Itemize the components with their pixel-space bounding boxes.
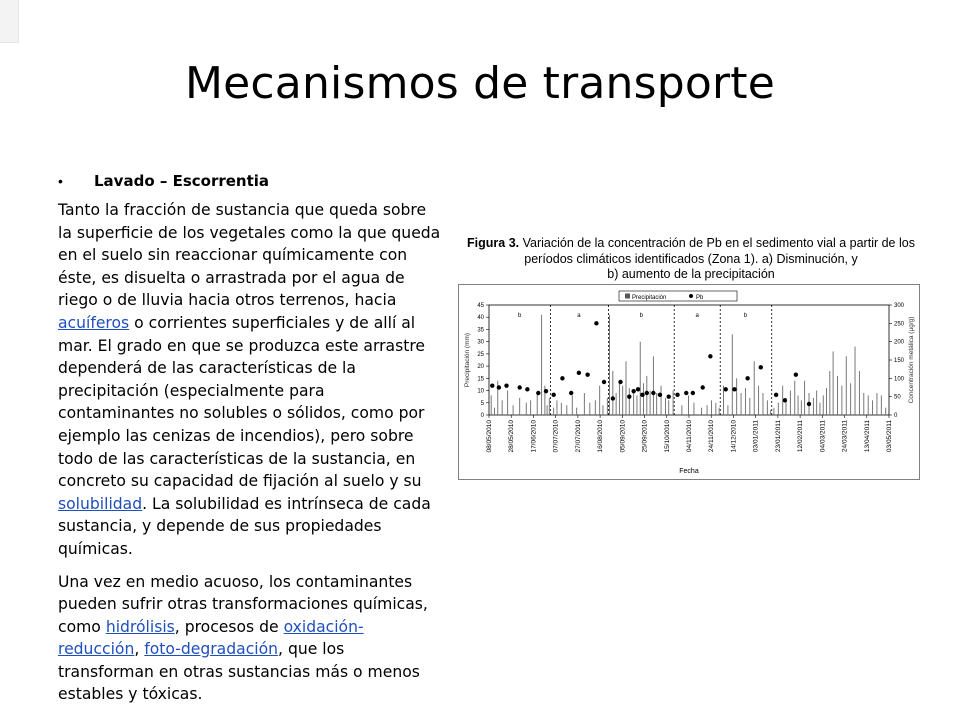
- precipitation-bar: [519, 398, 520, 415]
- pb-point: [759, 365, 763, 369]
- precipitation-bar: [665, 398, 666, 415]
- period-label: a: [695, 313, 699, 319]
- link-oxidacion-reduccion[interactable]: oxidación-reducción: [58, 617, 364, 659]
- precipitation-bar: [693, 403, 694, 415]
- x-axis-tick-label: 24/11/2010: [708, 420, 716, 453]
- legend-precipitation-label: Precipitación: [632, 295, 667, 301]
- figure-caption: [456, 236, 926, 283]
- paragraph-2-text-a: Una vez en medio acuoso, los contaminantes pueden sufrir otras transformaciones químicas, como: [58, 572, 428, 636]
- y-axis-tick-label: 30: [477, 339, 484, 346]
- legend-precipitation-swatch: [625, 294, 630, 299]
- precipitation-bar: [829, 371, 830, 415]
- precipitation-bar: [668, 400, 669, 415]
- chart-figure: [458, 284, 920, 480]
- period-label: b: [518, 313, 522, 319]
- precipitation-bar: [633, 393, 634, 415]
- pb-point: [640, 393, 644, 397]
- x-axis-tick-label: 28/05/2010: [508, 420, 516, 453]
- pb-point: [560, 376, 564, 380]
- figure-caption-line-1: [456, 236, 926, 252]
- corner-tab: [0, 0, 19, 43]
- paragraph-2-text-b: , procesos de: [174, 617, 284, 636]
- pb-point: [517, 385, 521, 389]
- precipitation-bar: [736, 378, 737, 415]
- precipitation-bar: [599, 386, 600, 415]
- precipitation-bar: [653, 356, 654, 415]
- link-solubilidad[interactable]: solubilidad: [58, 494, 143, 513]
- precipitation-bar: [553, 408, 554, 415]
- x-axis-tick-label: 17/06/2010: [530, 420, 538, 453]
- link-hidrolisis[interactable]: hidrólisis: [105, 617, 175, 636]
- precipitation-bar: [566, 405, 567, 415]
- precipitation-bar: [643, 383, 644, 415]
- paragraph-1-text-b: o corrientes superficiales y de allí al mar. El grado en que se produzca este arrastre dependerá de las características de la precipitación (especialmente para contaminantes no solubles o sólidos, como por ejemplo las cenizas de incendios), pero sobre todo de las características de la sustancia, en concreto su capacidad de fijación al suelo y su: [58, 313, 425, 491]
- pb-point: [585, 372, 589, 376]
- pb-point: [700, 385, 704, 389]
- precipitation-bar: [673, 391, 674, 415]
- pb-point: [667, 394, 671, 398]
- precipitation-bar: [745, 388, 746, 415]
- x-axis-tick-label: 12/02/2011: [797, 420, 805, 453]
- pb-point: [675, 393, 679, 397]
- x-axis-tick-label: 15/10/2010: [663, 420, 671, 453]
- y-axis-label: Precipitación (mm): [464, 332, 471, 388]
- precipitation-bar: [798, 395, 799, 415]
- precipitation-bar: [607, 398, 608, 415]
- link-foto-degradacion[interactable]: foto-degradación: [144, 640, 279, 659]
- precipitation-bar: [502, 400, 503, 415]
- pb-point: [602, 380, 606, 384]
- precipitation-bar: [537, 393, 538, 415]
- x-axis-tick-label: 27/07/2010: [574, 420, 582, 453]
- x-axis-tick-label: 24/03/2011: [841, 420, 849, 453]
- precipitation-bar: [804, 381, 805, 415]
- pb-point: [732, 387, 736, 391]
- precipitation-bar: [646, 376, 647, 415]
- pb-point: [627, 394, 631, 398]
- precipitation-bar: [801, 400, 802, 415]
- period-label: a: [577, 313, 581, 319]
- pb-point: [611, 396, 615, 400]
- precipitation-bar: [813, 398, 814, 415]
- pb-point: [691, 391, 695, 395]
- pb-point: [497, 385, 501, 389]
- paragraph-2: [58, 571, 442, 707]
- y-axis-tick-label: 35: [477, 327, 484, 334]
- pb-point: [807, 402, 811, 406]
- precipitation-bar: [732, 334, 733, 415]
- precipitation-bar: [629, 388, 630, 415]
- figure-label: Figura 3.: [467, 236, 520, 250]
- precipitation-bar: [816, 391, 817, 415]
- precipitation-bar: [868, 395, 869, 415]
- precipitation-bar: [820, 403, 821, 415]
- link-acuiferos[interactable]: acuíferos: [58, 313, 130, 332]
- precipitation-bar: [719, 408, 720, 415]
- pb-point: [569, 391, 573, 395]
- precipitation-bar: [841, 386, 842, 415]
- precipitation-bar: [595, 400, 596, 415]
- precipitation-bar: [612, 371, 613, 415]
- x-axis-label: Fecha: [679, 468, 699, 475]
- precipitation-bar: [727, 405, 728, 415]
- period-label: b: [639, 313, 644, 319]
- x-axis-tick-label: 23/01/2011: [774, 420, 782, 453]
- pb-point: [774, 393, 778, 397]
- x-axis-tick-label: 04/11/2010: [686, 420, 693, 453]
- x-axis-tick-label: 03/01/2011: [752, 420, 760, 453]
- y2-axis-tick-label: 150: [894, 358, 905, 364]
- pb-point: [783, 398, 787, 402]
- precipitation-bar: [707, 405, 708, 415]
- y-axis-tick-label: 15: [477, 376, 484, 383]
- precipitation-bar: [711, 400, 712, 415]
- pb-point: [684, 391, 688, 395]
- precipitation-bar: [767, 400, 768, 415]
- y-axis-tick-label: 20: [477, 364, 484, 371]
- precipitation-bar: [636, 395, 637, 415]
- x-axis-tick-label: 04/03/2011: [819, 420, 827, 453]
- pb-point: [544, 389, 548, 393]
- precipitation-bar: [526, 403, 527, 415]
- precipitation-bar: [872, 400, 873, 415]
- pb-point: [551, 393, 555, 397]
- y2-axis-tick-label: 300: [894, 303, 905, 309]
- period-label: b: [743, 313, 748, 319]
- precipitation-bar: [837, 376, 838, 415]
- precipitation-bar: [609, 315, 610, 415]
- precipitation-bar: [507, 391, 508, 415]
- precipitation-bar: [778, 403, 779, 415]
- precipitation-bar: [661, 386, 662, 415]
- precipitation-bar: [859, 371, 860, 415]
- x-axis-tick-label: 05/09/2010: [619, 420, 627, 453]
- precipitation-bar: [701, 408, 702, 415]
- precipitation-bar: [763, 393, 764, 415]
- y2-axis-tick-label: 250: [894, 321, 905, 328]
- precipitation-bar: [794, 381, 795, 415]
- bullet-heading: Lavado – Escorrentia: [94, 172, 270, 190]
- pb-point: [490, 383, 494, 387]
- precipitation-bar: [541, 315, 542, 415]
- x-axis-tick-label: 07/07/2010: [552, 420, 560, 453]
- precipitation-bar: [619, 381, 620, 415]
- y-axis-tick-label: 10: [477, 388, 484, 395]
- precipitation-bar: [491, 395, 492, 415]
- pb-point: [504, 383, 508, 387]
- precipitation-bar: [876, 393, 877, 415]
- pb-point: [708, 354, 712, 358]
- pb-point: [724, 387, 728, 391]
- precipitation-bar: [603, 405, 604, 415]
- precipitation-bar: [650, 391, 651, 415]
- precipitation-bar: [790, 391, 791, 415]
- precipitation-bar: [881, 395, 882, 415]
- y2-axis-tick-label: 200: [894, 339, 905, 346]
- precipitation-bar: [622, 386, 623, 415]
- legend-pb-label: Pb: [696, 295, 704, 301]
- x-axis-tick-label: 08/05/2010: [486, 420, 493, 453]
- precipitation-bar: [589, 403, 590, 415]
- precipitation-bar: [549, 398, 550, 415]
- precipitation-bar: [855, 347, 856, 415]
- pb-point: [618, 380, 622, 384]
- bullet-item: [58, 172, 442, 190]
- precipitation-bar: [530, 400, 531, 415]
- pb-point: [636, 387, 640, 391]
- paragraph-1-text-c: . La solubilidad es intrínseca de cada sustancia, y depende de sus propiedades químicas.: [58, 494, 431, 558]
- y2-axis-label: Concentración metálica (µg/g): [908, 316, 915, 404]
- pb-point: [536, 391, 540, 395]
- precipitation-bar: [754, 361, 755, 415]
- precipitation-bar: [833, 351, 834, 415]
- precipitation-bar: [850, 383, 851, 415]
- precipitation-bar: [561, 403, 562, 415]
- y2-axis-tick-label: 100: [894, 376, 905, 383]
- precipitation-bar: [758, 386, 759, 415]
- legend-pb-marker: [689, 294, 693, 298]
- pb-point: [577, 371, 581, 375]
- paragraph-2-text-d: , que los transforman en otras sustancias más o menos estables y tóxicas.: [58, 640, 420, 704]
- y-axis-tick-label: 25: [477, 351, 484, 358]
- precipitation-bar: [656, 393, 657, 415]
- paragraph-2-text-c: ,: [134, 640, 145, 659]
- pb-point: [658, 393, 662, 397]
- precipitation-bar: [826, 388, 827, 415]
- precipitation-bar: [513, 405, 514, 415]
- precipitation-bar: [584, 393, 585, 415]
- precipitation-bar: [749, 398, 750, 415]
- y-axis-tick-label: 5: [480, 400, 484, 407]
- pb-point: [745, 376, 749, 380]
- precipitation-bar: [715, 403, 716, 415]
- y-axis-tick-label: 45: [477, 303, 484, 309]
- x-axis-tick-label: 16/08/2010: [597, 420, 605, 453]
- precipitation-bar: [741, 393, 742, 415]
- precipitation-bar: [863, 393, 864, 415]
- y2-axis-tick-label: 50: [894, 394, 901, 401]
- x-axis-tick-label: 25/09/2010: [641, 420, 649, 453]
- pb-point: [794, 372, 798, 376]
- precipitation-bar: [547, 405, 548, 415]
- x-axis-tick-label: 03/05/2011: [886, 420, 893, 453]
- precipitation-bar: [823, 395, 824, 415]
- pb-point: [651, 391, 655, 395]
- figure-caption-line-3: b) aumento de la precipitación: [607, 267, 775, 281]
- precipitation-bar: [556, 400, 557, 415]
- y2-axis-tick-label: 0: [894, 413, 898, 419]
- pb-point: [645, 391, 649, 395]
- y-axis-tick-label: 40: [477, 315, 484, 322]
- pb-point: [631, 389, 635, 393]
- x-axis-tick-label: 13/04/2011: [863, 420, 871, 453]
- paragraph-1-text-a: Tanto la fracción de sustancia que queda sobre la superficie de los vegetales como la que queda en el suelo sin reaccionar químicamente con éste, es disuelta o arrastrada por el agua de riego o de lluvia hacia otros terrenos, hacia: [58, 201, 441, 310]
- slide-body: [58, 172, 442, 716]
- figure-caption-line-2: períodos climáticos identificados (Zona 1). a) Disminución, y: [524, 251, 858, 266]
- precipitation-bar: [846, 356, 847, 415]
- slide-title: Mecanismos de transporte: [184, 58, 776, 109]
- precipitation-pb-chart: [459, 285, 919, 479]
- precipitation-bar: [688, 395, 689, 415]
- bullet-dot-icon: •: [58, 173, 63, 189]
- precipitation-bar: [626, 361, 627, 415]
- precipitation-bar: [770, 410, 771, 415]
- precipitation-bar: [494, 408, 495, 415]
- pb-point: [594, 321, 598, 325]
- precipitation-bar: [885, 408, 886, 415]
- precipitation-bar: [640, 342, 641, 415]
- precipitation-bar: [681, 405, 682, 415]
- y-axis-tick-label: 0: [480, 413, 484, 419]
- precipitation-bar: [616, 393, 617, 415]
- figure-caption-text-1: Variación de la concentración de Pb en el sedimento vial a partir de los: [519, 236, 915, 250]
- x-axis-tick-label: 14/12/2010: [730, 420, 738, 453]
- precipitation-bar: [572, 395, 573, 415]
- precipitation-bar: [773, 408, 774, 415]
- precipitation-bar: [576, 408, 577, 415]
- paragraph-1: [58, 199, 442, 561]
- pb-point: [525, 387, 529, 391]
